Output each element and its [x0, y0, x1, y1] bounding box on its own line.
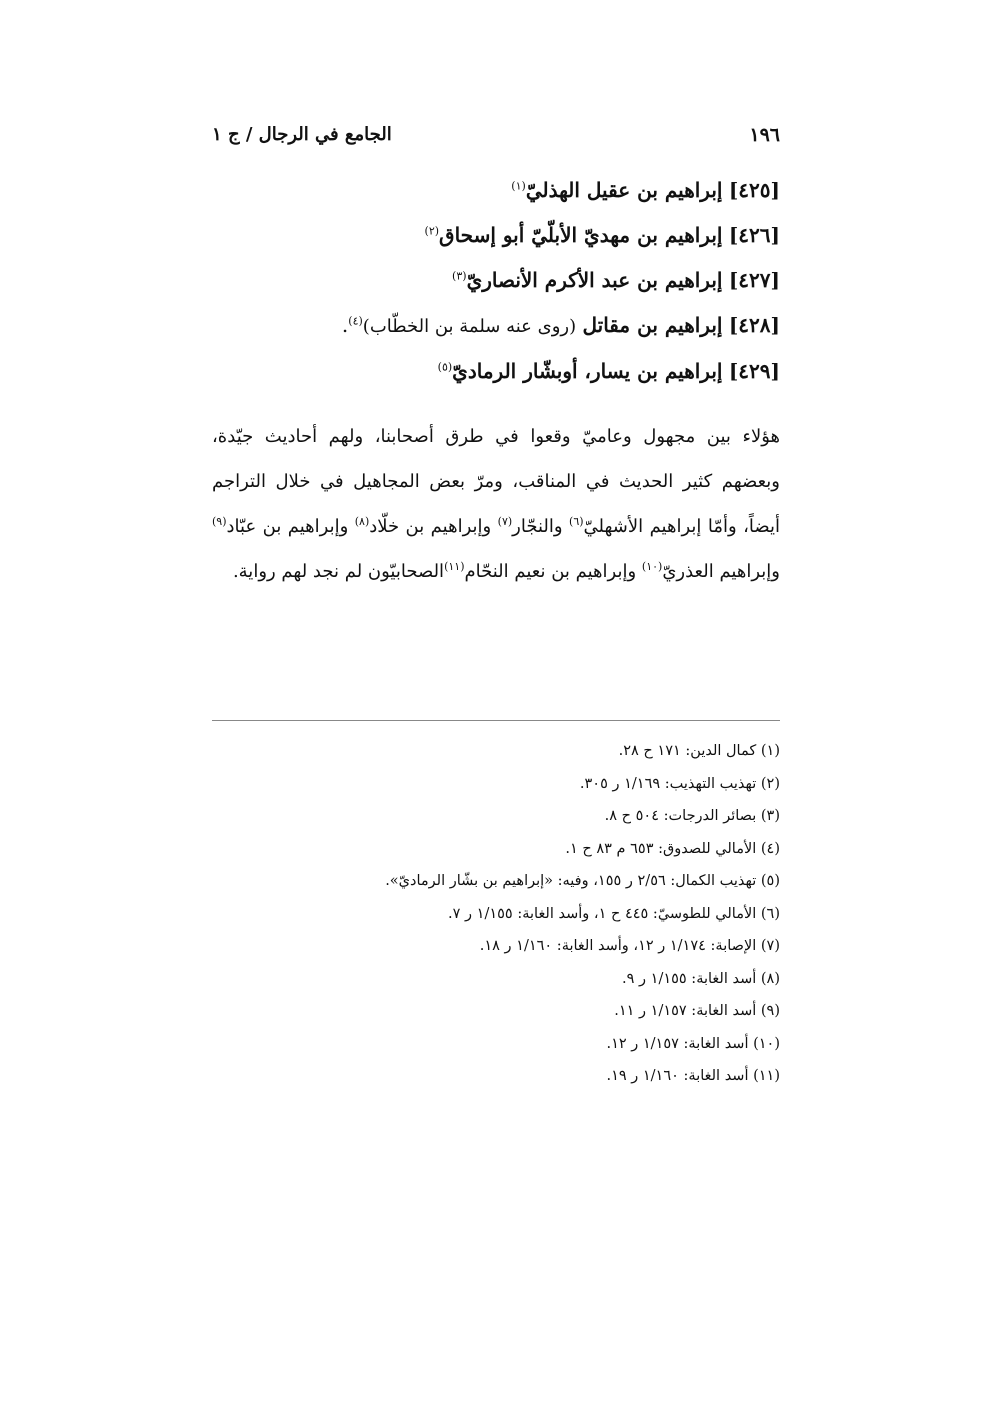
body-text-7: الصحابيّون لم نجد لهم رواية.	[232, 561, 445, 582]
entry-name: إبراهيم بن يسار، أوبشّار الرماديّ	[452, 359, 723, 383]
entry-end-punct: .	[341, 313, 349, 337]
body-paragraph	[212, 414, 780, 594]
page-number: ١٩٦	[749, 124, 780, 146]
footnote-ref[interactable]: (١٠)	[641, 560, 663, 573]
entry-427	[212, 258, 780, 303]
footnote-2: (٢) تهذيب التهذيب: ١/١٦٩ ر ٣٠٥.	[579, 775, 780, 792]
entry-name: إبراهيم بن مهديّ الأبلّيّ أبو إسحاق	[439, 223, 723, 247]
footnote-10: (١٠) أسد الغابة: ١/١٥٧ ر ١٢.	[606, 1035, 780, 1052]
footnotes	[212, 720, 780, 1093]
footnote-1: (١) كمال الدين: ١٧١ ح ٢٨.	[618, 743, 780, 759]
footnote-ref[interactable]: (٣)	[452, 269, 467, 283]
entry-425	[212, 168, 780, 213]
entry-list	[212, 168, 780, 394]
footnote-3: (٣) بصائر الدرجات: ٥٠٤ ح ٨.	[604, 808, 780, 824]
footnote-6: (٦) الأمالي للطوسيّ: ٤٤٥ ح ١، وأسد الغابة: ١/١٥٥ ر ٧.	[448, 905, 780, 922]
footnote-ref[interactable]: (١١)	[444, 560, 465, 573]
footnote-ref[interactable]: (٤)	[348, 314, 363, 328]
footnote-11: (١١) أسد الغابة: ١/١٦٠ ر ١٩.	[606, 1068, 780, 1084]
footnote-8: (٨) أسد الغابة: ١/١٥٥ ر ٩.	[622, 970, 780, 987]
entry-number: [٤٢٥]	[728, 178, 780, 202]
footnote-4: (٤) الأمالي للصدوق: ٦٥٣ م ٨٣ ح ١.	[565, 840, 780, 857]
footnote-ref[interactable]: (٢)	[424, 224, 440, 238]
body-text-1: هؤلاء بين مجهول وعاميّ وقعوا في طرق أصحابنا، ولهم أحاديث جيّدة، وبعضهم كثير الحديث في المناقب، ومرّ بعض المجاهيل في خلال التراجم أيضاً، وأمّا إبراهيم الأشهليّ	[212, 426, 780, 537]
footnote-divider	[212, 720, 780, 721]
running-title: الجامع في الرجال / ج ١	[212, 124, 392, 145]
footnote-9: (٩) أسد الغابة: ١/١٥٧ ر ١١.	[614, 1003, 780, 1019]
body-text-3: وإبراهيم بن خلّاد	[369, 516, 498, 537]
body-text-4: وإبراهيم بن عبّاد	[226, 516, 355, 537]
footnote-ref[interactable]: (٩)	[212, 515, 227, 528]
body-text-2: والنجّار	[512, 516, 570, 537]
entry-428	[212, 303, 780, 349]
entry-number: [٤٢٧]	[728, 268, 780, 292]
footnote-ref[interactable]: (٥)	[437, 360, 453, 374]
footnote-ref[interactable]: (٧)	[497, 515, 513, 528]
entry-name: إبراهيم بن عبد الأكرم الأنصاريّ	[466, 268, 723, 292]
page	[212, 120, 780, 612]
entry-note: (روى عنه سلمة بن الخطّاب)	[362, 316, 577, 337]
entry-number: [٤٢٦]	[728, 223, 780, 247]
footnote-ref[interactable]: (٦)	[569, 515, 584, 528]
entry-426	[212, 213, 780, 258]
footnote-ref[interactable]: (١)	[511, 179, 526, 193]
body-text-5: وإبراهيم العذريّ	[662, 561, 780, 582]
entry-number: [٤٢٩]	[728, 359, 780, 383]
entry-429	[212, 349, 780, 394]
page-header	[212, 120, 780, 154]
body-text-6: وإبراهيم بن نعيم النحّام	[464, 561, 642, 582]
footnote-ref[interactable]: (٨)	[354, 515, 370, 528]
footnote-5: (٥) تهذيب الكمال: ٢/٥٦ ر ١٥٥، وفيه: «إبراهيم بن بشّار الرماديّ».	[385, 873, 780, 889]
entry-name: إبراهيم بن مقاتل	[582, 313, 723, 337]
footnote-7: (٧) الإصابة: ١/١٧٤ ر ١٢، وأسد الغابة: ١/١٦٠ ر ١٨.	[479, 938, 780, 954]
entry-number: [٤٢٨]	[728, 313, 780, 337]
entry-name: إبراهيم بن عقيل الهذليّ	[525, 178, 723, 202]
